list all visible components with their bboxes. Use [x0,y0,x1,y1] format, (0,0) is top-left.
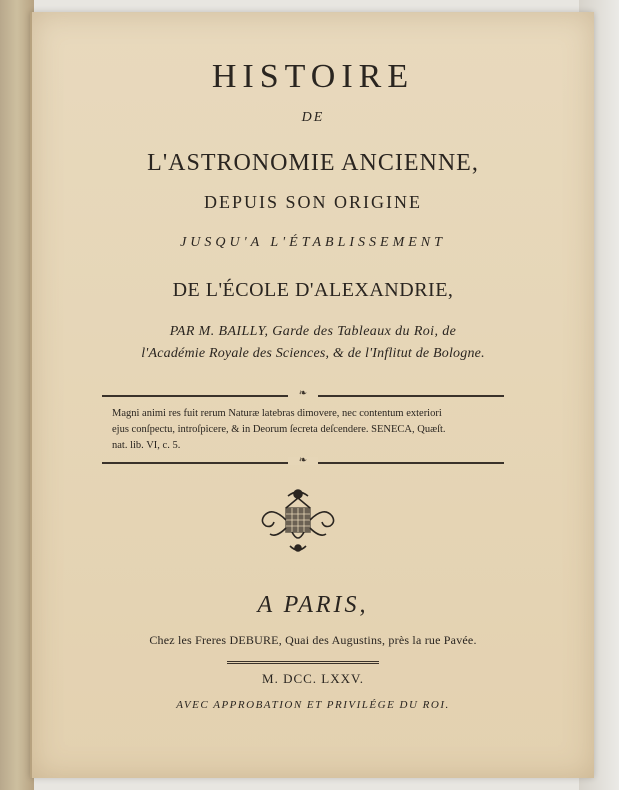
rule-ornament-bottom-icon: ❧ [288,457,318,465]
imprint-divider [227,661,379,664]
imprint-approbation: AVEC APPROBATION ET PRIVILÉGE DU ROI. [176,699,450,711]
title-page [30,12,594,778]
epigraph-quote [112,406,512,454]
title-subject: L'ASTRONOMIE ANCIENNE, [147,150,479,176]
quote-line-2: ejus conſpectu, introſpicere, & in Deorum ſecreta deſcendere. SENECA, Quæſt. [112,424,446,435]
imprint-publisher: Chez les Freres DEBURE, Quai des Augustins, près la rue Pavée. [149,633,477,647]
subtitle-jusqua: JUSQU'A L'ÉTABLISSEMENT [180,235,446,250]
subtitle-ecole: DE L'ÉCOLE D'ALEXANDRIE, [172,279,454,301]
imprint-date: M. DCC. LXXV. [262,671,364,686]
author-line-1: PAR M. BAILLY, Garde des Tableaux du Roi, de [169,324,457,339]
rule-ornament-top-icon: ❧ [288,390,318,398]
imprint-city: A PARIS, [257,592,369,618]
quote-line-1: Magni animi res fuit rerum Naturæ latebras dimovere, nec contentum exteriori [112,408,442,419]
subtitle-depuis: DEPUIS SON ORIGINE [203,192,422,212]
book-spine [0,0,34,790]
author-line-2: l'Académie Royale des Sciences, & de l'Inflitut de Bologne. [141,346,485,361]
printers-ornament-icon [258,486,338,556]
title-de: DE [301,110,325,125]
quote-line-3: nat. lib. VI, c. 5. [112,440,181,451]
title-histoire: HISTOIRE [211,58,415,95]
